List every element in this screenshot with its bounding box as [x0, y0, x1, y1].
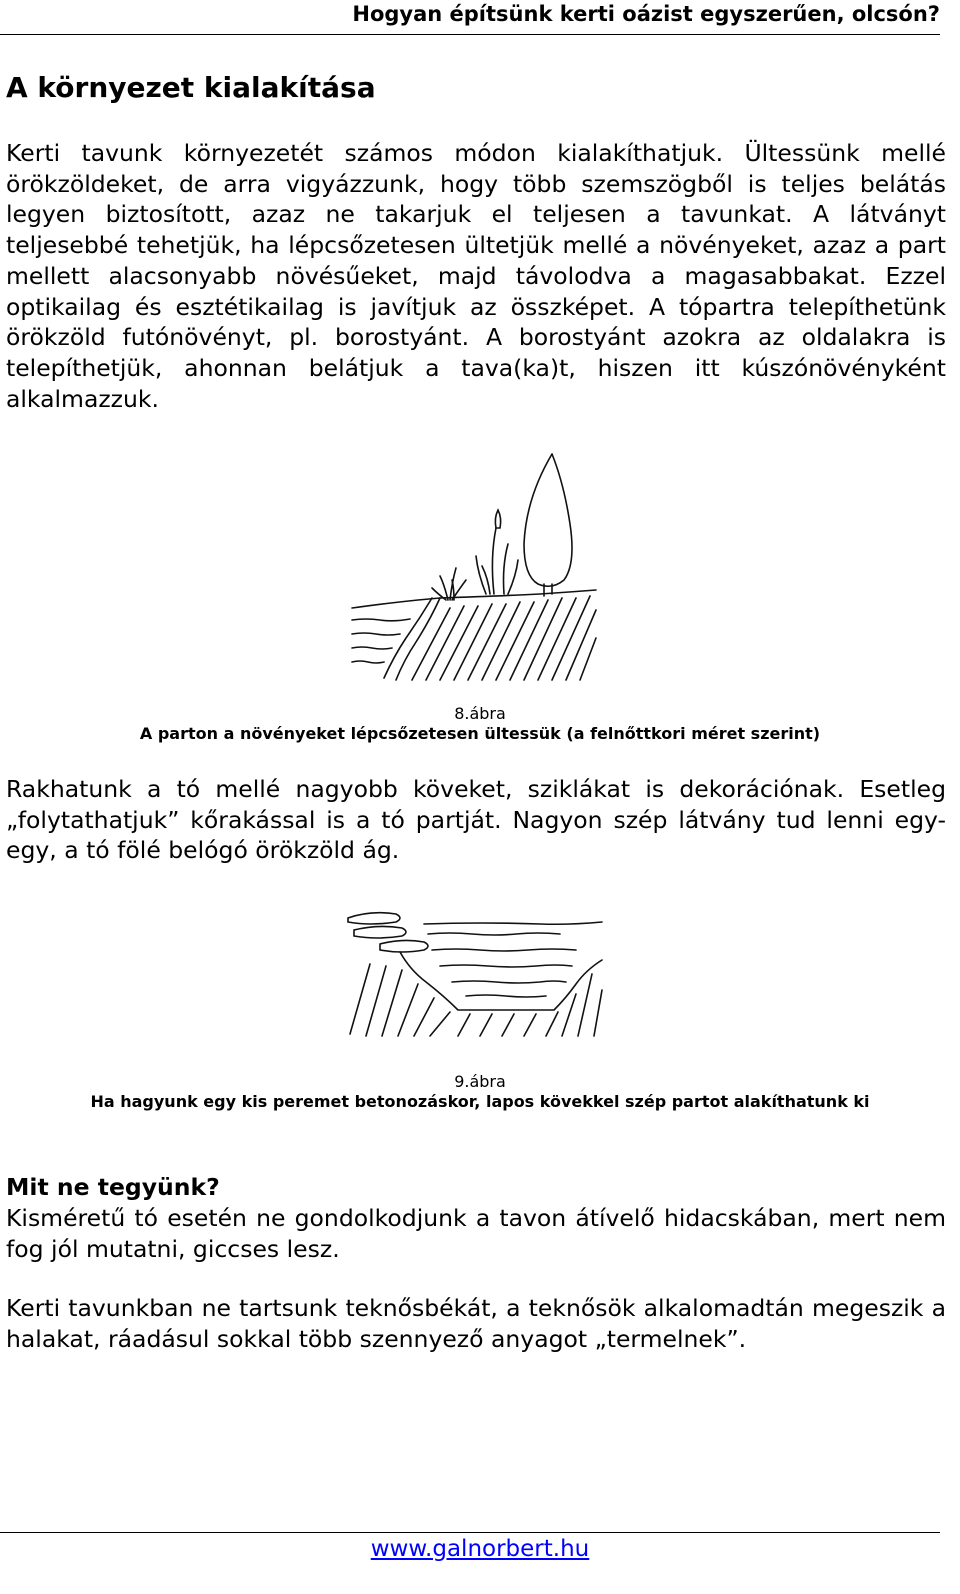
paragraph-bridge: Kisméretű tó esetén ne gondolkodjunk a tavon átívelő hidacskában, mert nem fog jól mutatni, giccses lesz.	[6, 1204, 946, 1263]
footer-divider	[0, 1532, 940, 1533]
paragraph-stones: Rakhatunk a tó mellé nagyobb köveket, sziklákat is dekorációnak. Esetleg „folytathatjuk” kőrakással is a tó partját. Nagyon szép látvány tud lenni egy-egy, a tó fölé belógó örökzöld ág.	[6, 775, 946, 865]
figure-9-caption: Ha hagyunk egy kis peremet betonozáskor, lapos kövekkel szép partot alakíthatunk ki	[90, 1092, 870, 1111]
figure-8-number: 8.ábra	[454, 704, 506, 723]
footer-website-link[interactable]: www.galnorbert.hu	[370, 1536, 590, 1562]
figure-9-sketch	[340, 894, 610, 1046]
figure-8-caption: A parton a növényeket lépcsőzetesen ültessük (a felnőttkori méret szerint)	[139, 724, 821, 743]
figure-9-number: 9.ábra	[454, 1072, 506, 1091]
subheading-donts: Mit ne tegyünk?	[6, 1173, 220, 1201]
page-header	[0, 0, 940, 35]
figure-8-sketch	[340, 448, 610, 688]
section-title: A környezet kialakítása	[6, 71, 376, 104]
paragraph-environment: Kerti tavunk környezetét számos módon kialakíthatjuk. Ültessünk mellé örökzöldeket, de arra vigyázzunk, hogy több szemszögből is teljes belátás legyen biztosított, azaz ne takarjuk el teljesen a tavunkat. A látványt teljesebbé tehetjük, ha lépcsőzetesen ültetjük mellé a növényeket, azaz a part mellett alacsonyabb növésűeket, majd távolodva a magasabbakat. Ezzel optikailag és esztétikailag is javítjuk az összképet. A tópartra telepíthetünk örökzöld futónövényt, pl. borostyánt. A borostyánt azokra az oldalakra is telepíthetjük, ahonnan belátjuk a tava(ka)t, hiszen itt kúszónövényként alkalmazzuk.	[6, 139, 946, 413]
header-title: Hogyan építsünk kerti oázist egyszerűen, olcsón?	[352, 2, 940, 26]
paragraph-turtles: Kerti tavunkban ne tartsunk teknősbékát, a teknősök alkalomadtán megeszik a halakat, ráadásul sokkal több szennyező anyagot „termelnek”.	[6, 1294, 946, 1353]
